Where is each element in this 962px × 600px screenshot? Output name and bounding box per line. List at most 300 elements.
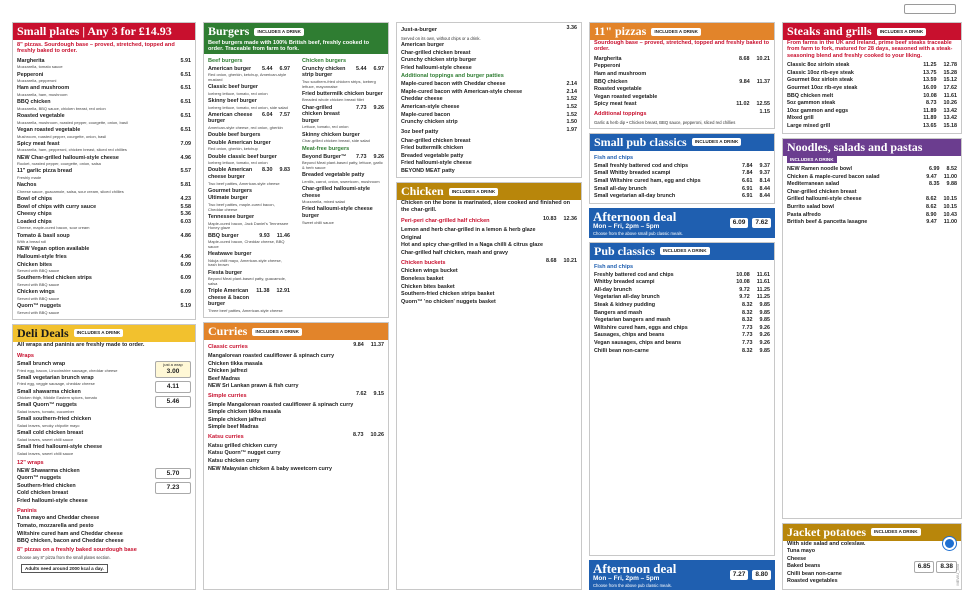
- menu-item-name: 11" garlic pizza bread: [17, 168, 72, 175]
- menu-item-desc: Red onion, gherkin, ketchup: [208, 146, 258, 152]
- menu-item-name: Small cold chicken breast: [17, 430, 84, 437]
- menu-item-price: 1.52: [566, 111, 577, 118]
- menu-item-name: NEW Malaysian chicken & baby sweetcorn curry: [208, 465, 333, 472]
- menu-item-name: Maple-cured bacon with Cheddar cheese: [401, 81, 506, 88]
- menu-item-price: 2.14: [566, 88, 577, 95]
- pizzas-title: 11" pizzas: [594, 24, 647, 38]
- small-plates-title: Small plates | Any 3 for £14.93: [17, 24, 172, 38]
- menu-item-prices: [739, 56, 770, 63]
- menu-item-name: Nachos: [17, 182, 37, 189]
- price-with-drink: 9.83: [279, 167, 290, 174]
- small-pub-title: Small pub classics: [594, 134, 687, 149]
- menu-item-price: 6.03: [180, 218, 191, 225]
- peri-peri-prices: [543, 216, 577, 223]
- price-with-drink: 11.61: [756, 279, 770, 286]
- potatoes-subtitle: With side salad and coleslaw.: [787, 540, 866, 547]
- menu-item-prices: [923, 85, 957, 92]
- menu-item-row: [594, 272, 770, 279]
- menu-item-row: [208, 195, 290, 202]
- price-food-only: 6.91: [742, 185, 753, 192]
- menu-item-row: [787, 556, 911, 563]
- price-food-only: 7.84: [742, 170, 753, 177]
- drink-badge: INCLUDES A DRINK: [871, 528, 921, 536]
- menu-item-name: Tomato, mozzarella and pesto: [17, 522, 94, 529]
- menu-item-row: [401, 227, 577, 234]
- menu-item-name: Spicy meat feast: [594, 101, 637, 108]
- menu-item-name: BBQ chicken melt: [787, 92, 834, 99]
- price-with-drink: 12.91: [276, 288, 290, 295]
- menu-item-name: Beef Madras: [208, 375, 241, 382]
- menu-item-row: [401, 138, 577, 145]
- paninis-heading: Paninis: [17, 507, 37, 514]
- menu-item-name: 10oz gammon and eggs: [787, 107, 849, 114]
- menu-item-price: 1.52: [566, 96, 577, 103]
- menu-item-row: [787, 93, 957, 100]
- small-plates-subtitle: 8" pizzas. Sourdough base – proved, stretched, topped and freshly baked to order.: [17, 42, 175, 55]
- drink-badge: INCLUDES A DRINK: [252, 328, 302, 336]
- burger-extras-list: [397, 23, 581, 177]
- menu-item-row: [17, 219, 191, 226]
- price-with-drink: 10.26: [370, 432, 384, 439]
- menu-item-name: Loaded chips: [17, 218, 52, 225]
- price-with-drink: 9.37: [759, 162, 770, 169]
- menu-item-desc: Iceberg lettuce, tomato, red onion: [208, 90, 268, 96]
- section-heading: Classic curries: [208, 344, 248, 351]
- menu-item-row: [401, 89, 577, 96]
- menu-item-name: Ham and mushroom: [594, 71, 647, 78]
- menu-item-price: 3.36: [566, 25, 577, 31]
- menu-item-price: 1.15: [759, 109, 770, 115]
- menu-item-name: Double American burger: [208, 139, 271, 146]
- potato-prices: [914, 548, 957, 586]
- menu-item-desc: With a bread roll: [17, 239, 47, 245]
- menu-item-row: [208, 98, 290, 105]
- burgers-body: [204, 54, 388, 317]
- menu-item-row: [401, 168, 577, 175]
- menu-item-name: Fiesta burger: [208, 269, 243, 276]
- menu-item-row: [208, 132, 290, 139]
- menu-item-row: [208, 353, 384, 360]
- price-food-only: 7.62: [356, 390, 367, 397]
- menu-item-prices: [742, 340, 770, 347]
- price-with-drink: 8.44: [759, 185, 770, 192]
- menu-item-desc: Mozzarella, ham, mushroom: [17, 92, 68, 98]
- burgers-extras-panel: [396, 22, 582, 178]
- large-wrap-price-b: 7.23: [155, 482, 191, 494]
- price-food-only: 6.99: [929, 165, 940, 172]
- price-with-drink: 6.97: [373, 65, 384, 72]
- price-with-drink: 9.88: [946, 181, 957, 188]
- menu-item-name: Hot and spicy char-grilled in a Naga chilli & citrus glaze: [401, 242, 543, 249]
- potatoes-title: Jacket potatoes: [787, 524, 866, 539]
- price-with-drink: 13.42: [943, 115, 957, 122]
- afternoon-1-time: Mon – Fri, 2pm – 5pm: [593, 222, 660, 230]
- menu-item-row: [208, 458, 384, 465]
- menu-item-name: Tennessee burger: [208, 213, 255, 220]
- menu-item-desc: Iceberg lettuce, tomato, red onion, side salad: [208, 104, 288, 110]
- price-food-only: 8.90: [926, 211, 937, 218]
- menu-item-name: Double beef burgers: [208, 132, 261, 139]
- menu-item-name: American burger: [208, 65, 252, 72]
- menu-item-row: [17, 498, 152, 505]
- menu-item-row: [208, 167, 290, 180]
- menu-item-desc: Mushroom, roasted pepper, courgette, onion, basil: [17, 133, 107, 139]
- menu-item-prices: [262, 112, 290, 119]
- menu-item-row: [401, 104, 577, 111]
- menu-item-desc: Red onion, gherkin, ketchup, American-style mustard: [208, 72, 287, 82]
- curry-group-row: [208, 432, 384, 442]
- menu-item-name: BBQ chicken, bacon and Cheddar cheese: [17, 538, 124, 545]
- bun-note: Served on its own, without chips or a drink.: [401, 35, 481, 41]
- menu-item-row: [787, 219, 957, 226]
- price-food-only: 6.61: [742, 177, 753, 184]
- menu-item-name: Char-grilled halloumi-style cheese: [302, 186, 370, 199]
- column-1: [12, 22, 196, 590]
- menu-item-name: NEW Char-grilled halloumi-style cheese: [17, 154, 119, 161]
- price-with-drink: 9.85: [759, 301, 770, 308]
- afternoon-deal-1: [589, 208, 775, 238]
- menu-item-row: [17, 262, 191, 269]
- drink-badge: INCLUDES A DRINK: [877, 28, 927, 36]
- price-with-drink: 13.42: [943, 107, 957, 114]
- menu-item-desc: Char-grilled chicken breast, side salad: [302, 138, 370, 144]
- pizzas-panel: [589, 22, 775, 129]
- potato-price-a: 6.85: [914, 561, 935, 573]
- menu-item-name: Tuna mayo and Cheddar cheese: [17, 515, 100, 522]
- menu-item-prices: [356, 105, 384, 112]
- potatoes-header: [783, 524, 961, 541]
- menu-item-row: [594, 79, 770, 86]
- menu-item-row: [594, 325, 770, 332]
- menu-item-prices: [926, 174, 957, 181]
- menu-item-desc: Fried egg, veggie sausage, cheddar cheese: [17, 381, 95, 387]
- pizza-extra-row: [594, 109, 770, 119]
- afternoon-2-price-a: 7.27: [730, 570, 749, 580]
- menu-item-row: [594, 348, 770, 355]
- menu-item-row: [401, 284, 577, 291]
- menu-item-name: Chilli bean non-carne: [594, 347, 649, 354]
- menu-item-row: [401, 291, 577, 298]
- drink-badge: INCLUDES A DRINK: [787, 156, 837, 163]
- small-pub-header: [590, 134, 774, 151]
- price-food-only: 9.84: [353, 342, 364, 349]
- menu-item-row: [401, 50, 577, 57]
- menu-item-name: Char-grilled half chicken, mash and gravy: [401, 249, 508, 256]
- drink-badge: INCLUDES A DRINK: [449, 188, 499, 196]
- menu-item-name: NEW Shawarma chicken: [17, 467, 80, 474]
- menu-item-prices: [262, 167, 290, 174]
- afternoon-deal-2: [589, 560, 775, 590]
- edge-code: MEWU_330: [955, 564, 961, 586]
- price-food-only: 7.73: [742, 324, 753, 331]
- menu-item-row: [787, 85, 957, 92]
- noodles-panel: [782, 138, 962, 519]
- menu-item-row: [17, 361, 152, 368]
- section-heading: Meat-free burgers: [302, 145, 350, 152]
- paninis-list: [17, 515, 191, 544]
- menu-item-row: [208, 188, 290, 195]
- menu-item-row: [594, 186, 770, 193]
- afternoon-2-tag: Choose from the above pub classic meals.: [593, 582, 672, 588]
- menu-item-row: [787, 578, 911, 585]
- section-heading: Simple curries: [208, 392, 247, 399]
- large-wraps-list: [17, 468, 152, 506]
- menu-item-row: [594, 279, 770, 286]
- menu-item-row: [401, 268, 577, 275]
- price-food-only: 8.32: [742, 347, 753, 354]
- menu-item-row: [208, 251, 290, 258]
- menu-item-desc: Salad leaves, smoky chipotle mayo: [17, 422, 80, 428]
- menu-item-row: [17, 211, 191, 218]
- menu-item-row: [787, 196, 957, 203]
- menu-item-row: [208, 288, 290, 308]
- noodles-list: [783, 164, 961, 518]
- price-with-drink: 11.00: [943, 219, 957, 226]
- price-with-drink: 7.57: [279, 111, 290, 118]
- menu-item-row: [17, 402, 152, 409]
- price-food-only: 5.44: [356, 65, 367, 72]
- menu-item-prices: [923, 108, 957, 115]
- menu-item-desc: Three beef patties, American-style cheese: [208, 307, 283, 313]
- menu-item-name: Halloumi-style fries: [17, 253, 67, 260]
- menu-item-prices: [926, 219, 957, 226]
- price-with-drink: 10.21: [756, 55, 770, 62]
- menu-item-row: [594, 310, 770, 317]
- deli-deals-title: Deli Deals: [17, 325, 69, 340]
- menu-item-name: Double classic beef burger: [208, 153, 277, 160]
- price-food-only: 9.84: [739, 78, 750, 85]
- menu-item-name: American cheese burger: [208, 111, 253, 125]
- menu-item-desc: Mozzarella, BBQ sauce, chicken breast, red onion: [17, 105, 106, 111]
- menu-item-row: [302, 172, 384, 179]
- pizzas-subtitle: Sourdough base – proved, stretched, topped and freshly baked to order.: [594, 40, 769, 53]
- chicken-title: Chicken: [401, 184, 444, 199]
- price-with-drink: 11.25: [756, 286, 770, 293]
- menu-item-price: 6.09: [180, 289, 191, 296]
- menu-item-row: [594, 302, 770, 309]
- menu-item-name: Cheddar cheese: [401, 96, 443, 103]
- menu-item-name: Skinny beef burger: [208, 98, 257, 104]
- menu-item-row: [594, 163, 770, 170]
- curries-header: [204, 323, 388, 340]
- peri-peri-row: [401, 216, 577, 226]
- price-with-drink: 12.78: [943, 62, 957, 69]
- large-wraps-heading: 12" wraps: [17, 459, 44, 466]
- menu-item-name: Sausages, chips and beans: [594, 332, 665, 339]
- menu-item-prices: [262, 66, 290, 73]
- burgers-header: [204, 23, 388, 40]
- small-plates-list: [13, 56, 195, 319]
- section-heading: Katsu curries: [208, 434, 244, 441]
- menu-item-name: Classic 8oz sirloin steak: [787, 62, 850, 69]
- menu-item-name: BBQ burger: [208, 232, 239, 239]
- menu-item-row: [594, 86, 770, 93]
- price-with-drink: 8.14: [759, 177, 770, 184]
- menu-item-desc: Lentils, carrot, onion, sweetcorn, mushroom: [302, 178, 380, 184]
- curries-list: [204, 340, 388, 589]
- menu-item-row: [594, 317, 770, 324]
- steaks-header: [783, 23, 961, 40]
- price-with-drink: 8.52: [946, 165, 957, 172]
- price-food-only: 13.75: [923, 69, 937, 76]
- bucket-row: [401, 258, 577, 268]
- column-2: [203, 22, 389, 590]
- selection-marker[interactable]: [943, 537, 956, 550]
- price-food-only: 9.93: [259, 232, 270, 239]
- small-pub-list: [590, 151, 774, 203]
- menu-item-desc: Salad leaves, tomato, cucumber: [17, 409, 75, 415]
- menu-item-desc: Salad leaves, sweet chilli sauce: [17, 436, 74, 442]
- menu-item-desc: Maple-cured bacon, Jack Daniel's Tennessee Honey glaze: [208, 220, 289, 231]
- menu-item-prices: [742, 310, 770, 317]
- menu-item-row: [401, 250, 577, 257]
- menu-item-name: Vegetarian bangers and mash: [594, 317, 671, 324]
- menu-item-desc: Fried egg, bacon, Lincolnshire sausage, cheddar cheese: [17, 367, 118, 373]
- wrap-price-b: 4.11: [155, 381, 191, 393]
- menu-item-row: [208, 112, 290, 125]
- deli-deals-panel: [12, 324, 196, 590]
- price-food-only: 6.04: [262, 111, 273, 118]
- price-with-drink: 17.62: [943, 85, 957, 92]
- price-with-drink: 11.46: [276, 232, 290, 239]
- top-bar: [0, 0, 962, 18]
- menu-item-name: Lemon and herb char-grilled in a lemon & herb glaze: [401, 227, 536, 234]
- menu-item-row: [17, 141, 191, 148]
- menu-item-desc: Served with BBQ sauce: [17, 281, 60, 287]
- menu-item-row: [17, 168, 191, 175]
- menu-item-name: Original: [401, 234, 422, 241]
- menu-item-row: [302, 132, 384, 139]
- menu-item-desc: Beyond Meat plant-based patty, lettuce, garlic & herb sauce: [302, 160, 383, 171]
- price-with-drink: 9.85: [759, 347, 770, 354]
- curries-title: Curries: [208, 324, 248, 339]
- menu-item-name: Small shawarma chicken: [17, 388, 81, 395]
- menu-item-name: Chicken wings: [17, 289, 55, 296]
- menu-item-price: 6.51: [180, 113, 191, 120]
- menu-item-row: [401, 119, 577, 126]
- menu-item-row: [401, 81, 577, 88]
- price-with-drink: 10.15: [943, 203, 957, 210]
- menu-item-name: Chicken jalfrezi: [208, 368, 248, 375]
- menu-item-name: Mediterranean salad: [787, 181, 840, 188]
- price-with-drink: 15.28: [943, 69, 957, 76]
- menu-item-name: Margherita: [594, 55, 622, 62]
- afternoon-2-time: Mon – Fri, 2pm – 5pm: [593, 574, 660, 582]
- price-with-drink: 9.85: [759, 309, 770, 316]
- menu-item-name: Mixed grill: [787, 115, 814, 122]
- menu-item-row: [17, 515, 191, 522]
- menu-item-row: [17, 127, 191, 134]
- price-food-only: 5.44: [262, 65, 273, 72]
- chicken-meatfree-list: [298, 54, 388, 317]
- menu-item-row: [17, 490, 152, 497]
- menu-item-price: 5.81: [180, 182, 191, 189]
- menu-item-name: Katsu grilled chicken curry: [208, 442, 278, 449]
- chicken-header: [397, 183, 581, 200]
- menu-item-name: Small Wiltshire cured ham, egg and chips: [594, 177, 701, 184]
- price-food-only: 11.89: [923, 107, 937, 114]
- price-food-only: 8.32: [742, 317, 753, 324]
- menu-item-row: [594, 71, 770, 78]
- afternoon-2-title: Afternoon deal: [593, 560, 677, 576]
- menu-item-row: [17, 113, 191, 120]
- menu-item-price: 6.51: [180, 85, 191, 92]
- menu-item-row: [787, 70, 957, 77]
- price-food-only: 8.35: [929, 181, 940, 188]
- menu-item-row: [208, 84, 290, 91]
- price-food-only: 7.73: [742, 339, 753, 346]
- menu-item-desc: Two beef patties, maple-cured bacon, Cheddar cheese: [208, 202, 275, 212]
- chicken-list: [397, 214, 581, 589]
- menu-item-prices: [356, 154, 384, 161]
- menu-item-name: Char-grilled chicken breast: [401, 137, 471, 144]
- menu-item-desc: American-style cheese, red onion, gherkin: [208, 125, 283, 130]
- menu-item-name: Mangalorean roasted cauliflower & spinach curry: [208, 352, 335, 359]
- noodles-header: [783, 139, 961, 156]
- menu-item-prices: [739, 294, 770, 301]
- menu-item-name: Fried halloumi-style cheese burger: [302, 206, 373, 220]
- top-tab[interactable]: [904, 4, 956, 14]
- deli-deals-list: [13, 349, 195, 589]
- menu-item-name: Gourmet burgers: [208, 187, 253, 194]
- menu-item-name: Katsu Quorn™ nugget curry: [208, 450, 281, 457]
- menu-item-name: Fried halloumi-style cheese: [401, 160, 472, 167]
- price-with-drink: 11.00: [943, 173, 957, 180]
- menu-item-name: Cold chicken breast: [17, 490, 69, 497]
- pizzas-list: [590, 54, 774, 128]
- menu-item-row: [208, 361, 384, 368]
- three-oz-row: [401, 127, 577, 137]
- price-with-drink: 10.15: [943, 196, 957, 203]
- menu-item-row: [17, 430, 152, 437]
- wraps-heading: Wraps: [17, 353, 34, 360]
- menu-item-price: 7.09: [180, 140, 191, 147]
- menu-item-desc: Served with BBQ sauce: [17, 295, 60, 301]
- drink-badge: INCLUDES A DRINK: [254, 28, 304, 36]
- menu-item-name: Whitby breaded scampi: [594, 279, 655, 286]
- menu-item-desc: Served with BBQ sauce: [17, 268, 60, 274]
- afternoon-1-title: Afternoon deal: [593, 208, 677, 224]
- menu-item-desc: Two beef patties, American-style cheese: [208, 180, 280, 186]
- menu-item-prices: [742, 332, 770, 339]
- menu-item-row: [17, 523, 191, 530]
- price-food-only: 16.09: [923, 85, 937, 92]
- menu-columns: [12, 22, 957, 590]
- menu-item-price: 5.58: [180, 203, 191, 210]
- price-food-only: 11.25: [923, 62, 937, 69]
- menu-item-prices: [739, 79, 770, 86]
- menu-item-name: Fried halloumi-style cheese: [401, 64, 472, 71]
- menu-item-row: [208, 383, 384, 390]
- menu-item-name: Quorn™ nuggets: [17, 475, 62, 482]
- price-food-only: 10.08: [736, 271, 750, 278]
- beef-burgers-list: [204, 54, 294, 317]
- menu-item-row: [787, 62, 957, 69]
- price-with-drink: 11.37: [370, 342, 384, 349]
- menu-item-row: [208, 214, 290, 221]
- wrap-price-c: 5.46: [155, 396, 191, 408]
- price-food-only: 8.68: [739, 55, 750, 62]
- menu-item-row: [594, 63, 770, 70]
- menu-item-price: 6.51: [180, 99, 191, 106]
- drink-badge: INCLUDES A DRINK: [692, 138, 742, 146]
- menu-item-row: [594, 193, 770, 200]
- steaks-subtitle: From farms in the UK and Ireland, prime beef steaks traceable from farm to fork, matured for 28 days, seasoned with a steak-seasoning blend and freshly cooked to your liking.: [787, 40, 953, 59]
- menu-item-name: Maple-cured bacon: [401, 111, 451, 118]
- steaks-title: Steaks and grills: [787, 24, 872, 38]
- price-with-drink: 11.25: [756, 294, 770, 301]
- menu-item-price: 1.50: [566, 119, 577, 126]
